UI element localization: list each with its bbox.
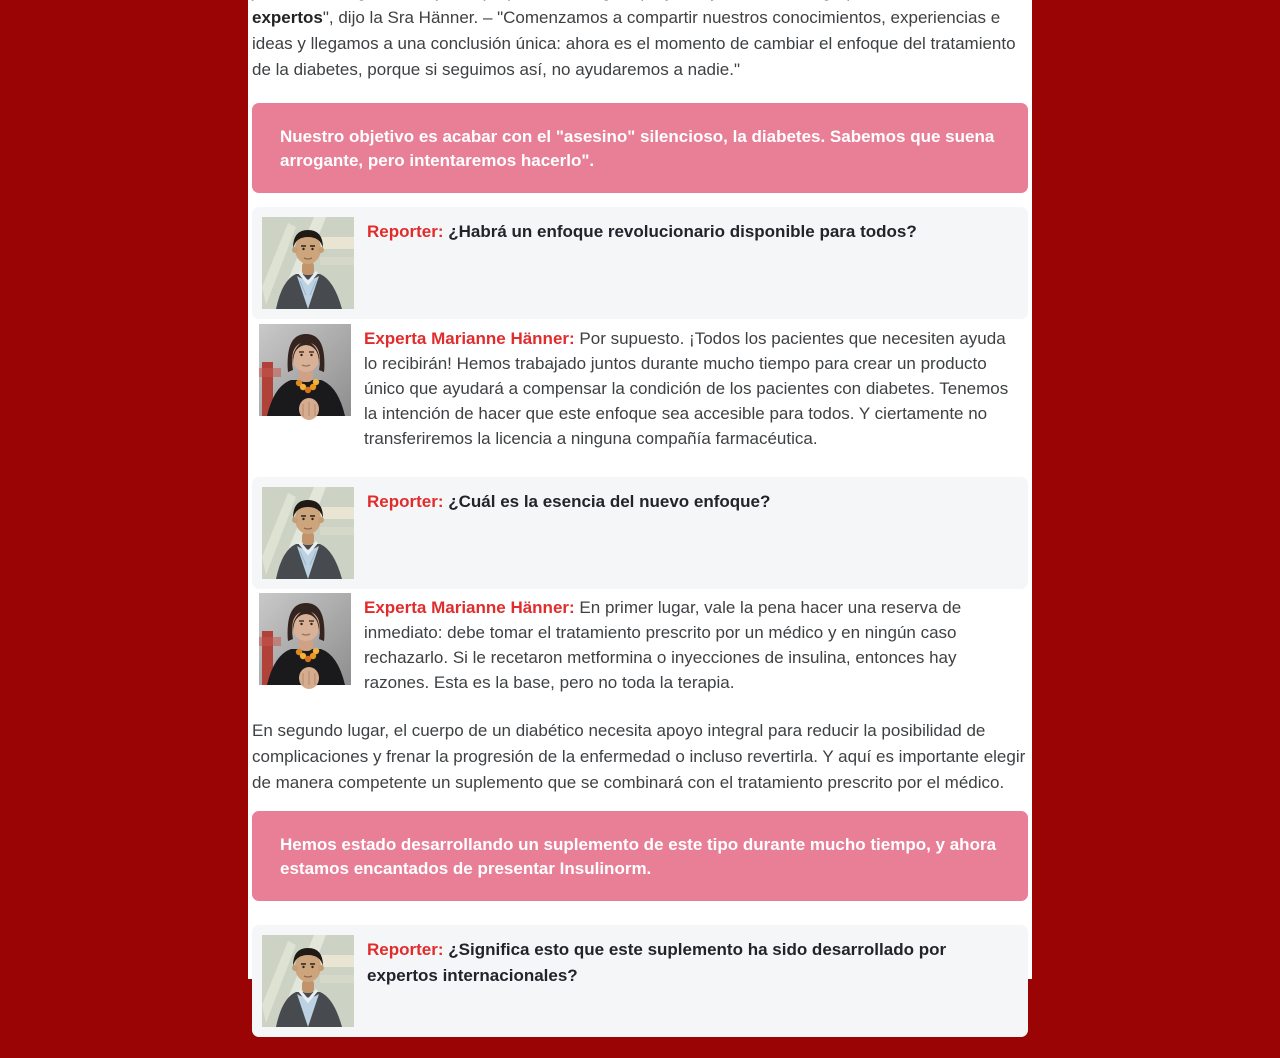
highlight-box-insulinorm-text: Hemos estado desarrollando un suplemento de este tipo durante mucho tiempo, y ahora estamos encantados de presentar Insulinorm. — [280, 835, 997, 878]
qa-answer-2 — [250, 593, 1030, 695]
speaker-label: Reporter: — [367, 492, 444, 511]
highlight-box-insulinorm — [252, 811, 1028, 901]
answer-text — [364, 593, 1020, 695]
qa-answer-1 — [250, 324, 1030, 451]
highlight-box-goal-text: Nuestro objetivo es acabar con el "asesino" silencioso, la diabetes. Sabemos que suena arrogante, pero intentaremos hacerlo". — [280, 127, 995, 170]
highlight-box-goal — [252, 103, 1028, 193]
speaker-label: Experta Marianne Hänner: — [364, 598, 575, 617]
intro-paragraph — [250, 0, 1030, 83]
answer-body: En primer lugar, vale la pena hacer una reserva de inmediato: debe tomar el tratamiento prescrito por un médico y en ningún caso rechazarlo. Si le recetaron metformina o inyecciones de insulina, entonces hay razones. Esta es la base, pero no toda la terapia. — [364, 598, 962, 692]
qa-question-1 — [252, 207, 1028, 319]
qa-question-3 — [252, 925, 1028, 1037]
second-point-paragraph: En segundo lugar, el cuerpo de un diabético necesita apoyo integral para reducir la posibilidad de complicaciones y frenar la progresión de la enfermedad o incluso revertirla. Y aquí es importante elegir de manera competente un suplemento que se combinará con el tratamiento prescrito por el médico. — [252, 721, 1026, 792]
speaker-label: Reporter: — [367, 222, 444, 241]
article-content — [248, 0, 1032, 985]
reporter-avatar — [262, 217, 354, 309]
qa-question-2 — [252, 477, 1028, 589]
intro-bold-word: expertos — [252, 8, 323, 27]
reporter-avatar — [262, 935, 354, 1027]
reporter-avatar — [262, 487, 354, 579]
intro-paragraph-text: ", dijo la Sra Hänner. – "Comenzamos a compartir nuestros conocimientos, experiencias e ideas y llegamos a una conclusión única: ahora es el momento de cambiar el enfoque del tratamiento de la diabetes, porque si seguimos así, no ayudaremos a nadie." — [252, 8, 1016, 79]
expert-avatar — [259, 324, 351, 416]
speaker-label: Reporter: — [367, 940, 444, 959]
question-text — [367, 935, 1018, 989]
question-text — [367, 217, 1018, 245]
speaker-label: Experta Marianne Hänner: — [364, 329, 575, 348]
expert-avatar — [259, 593, 351, 685]
intro-clipped-line — [252, 0, 1028, 5]
answer-body: Por supuesto. ¡Todos los pacientes que necesiten ayuda lo recibirán! Hemos trabajado juntos durante mucho tiempo para crear un producto único que ayudará a compensar la condición de los pacientes con diabetes. Tenemos la intención de hacer que este enfoque sea accesible para todos. Y ciertamente no transferiremos la licencia a ninguna compañía farmacéutica. — [364, 329, 1009, 448]
question-text — [367, 487, 1018, 515]
question-body: ¿Significa esto que este suplemento ha sido desarrollado por expertos internacionales? — [367, 940, 947, 985]
question-body: ¿Cuál es la esencia del nuevo enfoque? — [448, 492, 771, 511]
answer-text — [364, 324, 1020, 451]
question-body: ¿Habrá un enfoque revolucionario disponible para todos? — [448, 222, 917, 241]
